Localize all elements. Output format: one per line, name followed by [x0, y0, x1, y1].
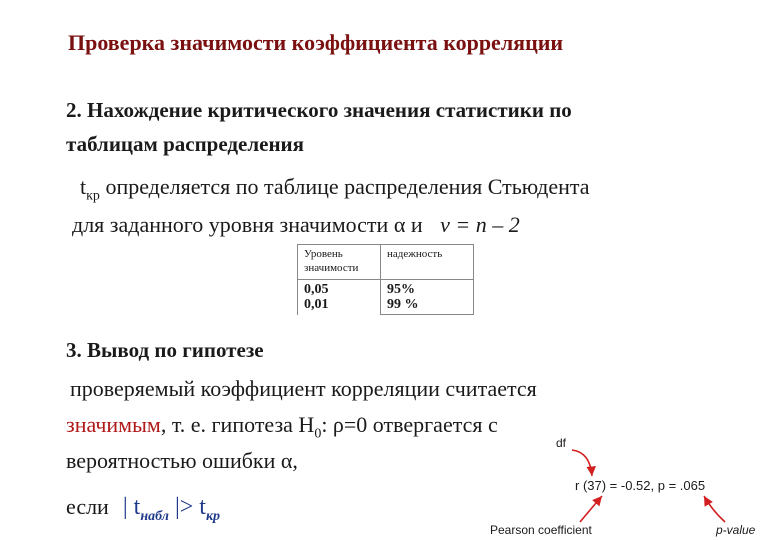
- table-header-cell: надежность: [381, 245, 474, 280]
- section3-heading: 3. Вывод по гипотезе: [66, 338, 264, 362]
- section2-heading-line1: 2. Нахождение критического значения статистики по: [66, 98, 572, 122]
- section2-line1: [80, 174, 590, 204]
- table-cell: 95% 99 %: [381, 280, 474, 315]
- section2-line1-text: определяется по таблице распределения Стьюдента: [99, 174, 590, 199]
- if-text: если: [66, 494, 109, 519]
- section2-line2-text: для заданного уровня значимости: [72, 212, 394, 237]
- section3-line2: [66, 412, 498, 442]
- page-title: Проверка значимости коэффициента корреляции: [68, 30, 564, 55]
- pearson-arrow: [580, 496, 602, 522]
- df-label: df: [556, 436, 567, 450]
- t-subscript: кр: [86, 188, 100, 204]
- condition-line: [66, 494, 220, 525]
- section2-line2: [72, 212, 520, 238]
- section3-line2-tail: : ρ=0 отвергается с: [321, 412, 498, 437]
- section3-line1: проверяемый коэффициент корреляции считается: [70, 376, 537, 401]
- statistic-formula: r (37) = -0.52, p = .065: [575, 478, 706, 493]
- condition-formula: | $t_{набл}$ |> $t_{кр}$: [116, 494, 221, 524]
- pearson-label: Pearson coefficient: [490, 523, 592, 537]
- table-header-cell: Уровень значимости: [298, 245, 381, 280]
- table-row: [298, 280, 474, 315]
- df-formula: ν = n – 2: [440, 212, 520, 237]
- significant-word: значимым: [66, 412, 161, 437]
- df-arrow: [572, 450, 592, 476]
- table-cell: 0,05 0,01: [298, 280, 381, 315]
- significance-table: [297, 244, 474, 315]
- pvalue-label: p-value: [716, 523, 756, 537]
- section2-heading-line2: таблицам распределения: [66, 132, 305, 156]
- pvalue-arrow: [704, 496, 725, 522]
- section3-line3: вероятностью ошибки α,: [66, 448, 298, 473]
- and-text: и: [405, 212, 429, 237]
- section3-line2-rest: , т. е. гипотеза H: [160, 412, 315, 437]
- h-subscript: 0: [314, 426, 322, 442]
- t-variable: t: [80, 174, 87, 199]
- table-header-row: [298, 245, 474, 280]
- alpha-symbol: α: [393, 212, 406, 237]
